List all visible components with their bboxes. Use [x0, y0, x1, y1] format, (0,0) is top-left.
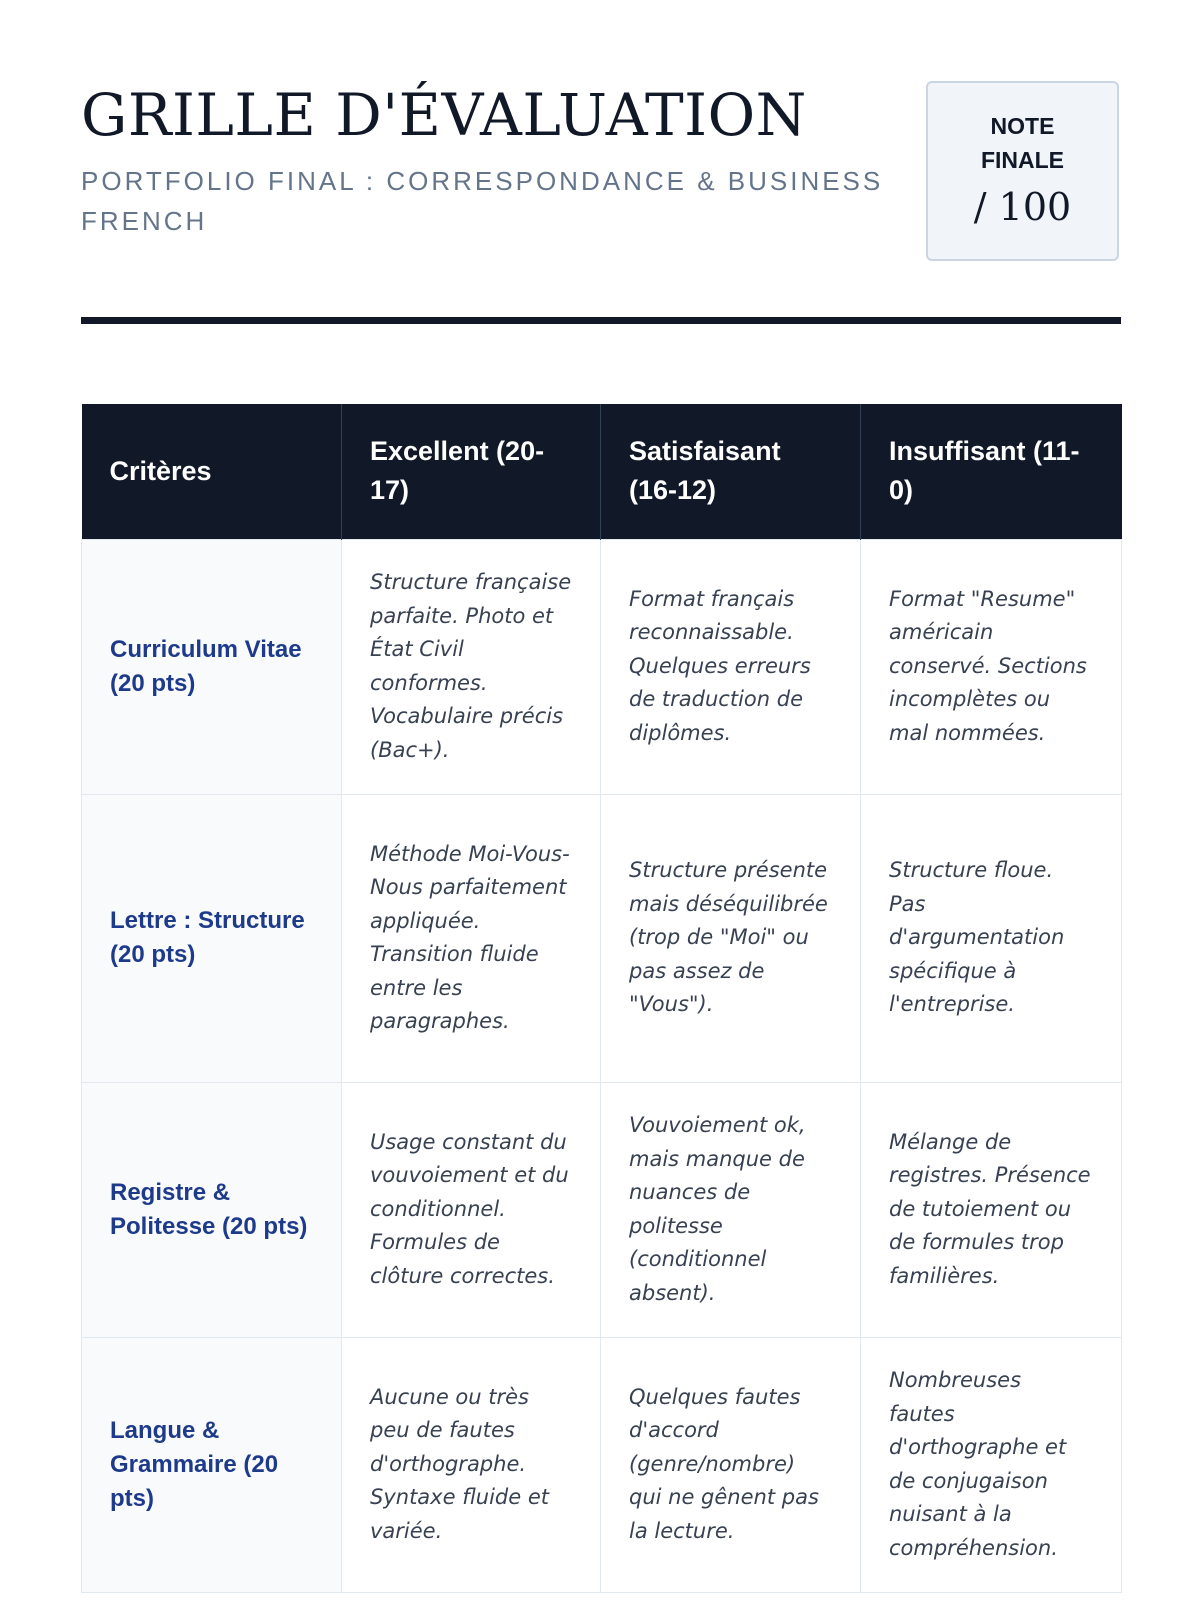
- table-row: [82, 539, 1122, 794]
- final-score-value: / 100: [973, 185, 1072, 229]
- criterion-cell: Lettre : Structure (20 pts): [82, 794, 342, 1082]
- column-header-satisfaisant: Satisfaisant (16-12): [601, 404, 861, 539]
- table-row: [82, 794, 1122, 1082]
- column-header-excellent: Excellent (20-17): [342, 404, 601, 539]
- table-row: [82, 1082, 1122, 1337]
- insuffisant-cell: Nombreuses fautes d'orthographe et de conjugaison nuisant à la compréhension.: [861, 1337, 1122, 1592]
- table-row: [82, 1337, 1122, 1592]
- criterion-cell: Registre & Politesse (20 pts): [82, 1082, 342, 1337]
- page-header: [81, 0, 1121, 324]
- excellent-cell: Aucune ou très peu de fautes d'orthographe. Syntaxe fluide et variée.: [342, 1337, 601, 1592]
- final-score-box: [926, 81, 1119, 261]
- excellent-cell: Structure française parfaite. Photo et État Civil conformes. Vocabulaire précis (Bac+).: [342, 539, 601, 794]
- criterion-cell: Curriculum Vitae (20 pts): [82, 539, 342, 794]
- rubric-table: [81, 404, 1122, 1593]
- excellent-cell: Méthode Moi-Vous-Nous parfaitement appliquée. Transition fluide entre les paragraphes.: [342, 794, 601, 1082]
- excellent-cell: Usage constant du vouvoiement et du conditionnel. Formules de clôture correctes.: [342, 1082, 601, 1337]
- column-header-insuffisant: Insuffisant (11-0): [861, 404, 1122, 539]
- insuffisant-cell: Structure floue. Pas d'argumentation spécifique à l'entreprise.: [861, 794, 1122, 1082]
- final-score-label: NOTE FINALE: [980, 113, 1065, 173]
- satisfaisant-cell: Structure présente mais déséquilibrée (trop de "Moi" ou pas assez de "Vous").: [601, 794, 861, 1082]
- column-header-criteria: Critères: [82, 404, 342, 539]
- satisfaisant-cell: Quelques fautes d'accord (genre/nombre) qui ne gênent pas la lecture.: [601, 1337, 861, 1592]
- table-header-row: [82, 404, 1122, 539]
- insuffisant-cell: Mélange de registres. Présence de tutoiement ou de formules trop familières.: [861, 1082, 1122, 1337]
- rubric-page: [81, 0, 1121, 1560]
- page-title: GRILLE D'ÉVALUATION: [81, 81, 807, 149]
- insuffisant-cell: Format "Resume" américain conservé. Sections incomplètes ou mal nommées.: [861, 539, 1122, 794]
- page-subtitle: PORTFOLIO FINAL : CORRESPONDANCE & BUSINESS FRENCH: [81, 166, 884, 236]
- header-divider: [81, 317, 1121, 324]
- satisfaisant-cell: Format français reconnaissable. Quelques erreurs de traduction de diplômes.: [601, 539, 861, 794]
- satisfaisant-cell: Vouvoiement ok, mais manque de nuances de politesse (conditionnel absent).: [601, 1082, 861, 1337]
- criterion-cell: Langue & Grammaire (20 pts): [82, 1337, 342, 1592]
